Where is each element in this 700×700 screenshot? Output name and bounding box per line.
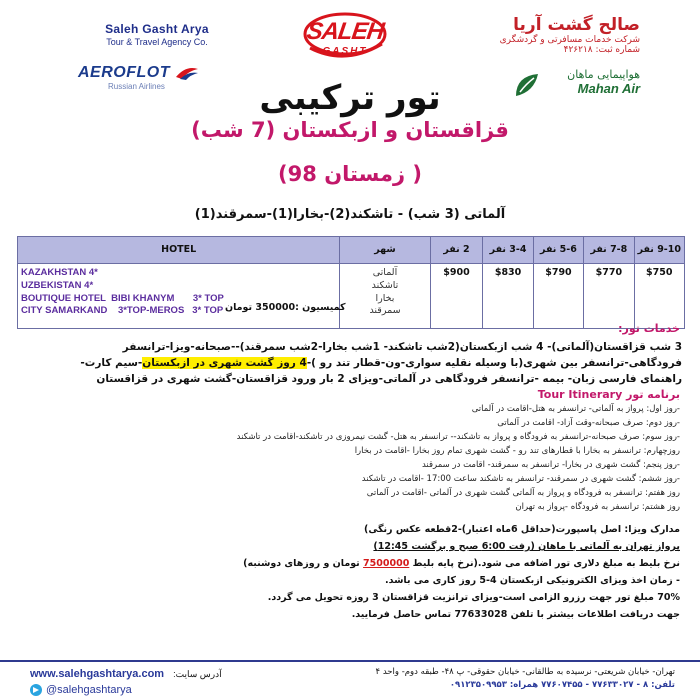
services-line-2: [12, 357, 682, 371]
footer-telegram[interactable]: [30, 684, 132, 696]
hotel-name: CITY SAMARKAND 3*TOP-MEROS 3* TOP: [21, 305, 224, 317]
hotel-list-cell: [18, 264, 340, 329]
saleh-gasht-logo: [300, 8, 390, 70]
mahan-persian-name: هواپیمایی ماهان: [567, 68, 640, 81]
ticket-price-note: [20, 558, 680, 571]
telegram-icon: [30, 684, 42, 696]
ticket-price-note-start: نرخ بلیط به مبلغ دلاری تور اضافه می شود.(نرخ پایه بلیط: [412, 558, 680, 569]
aeroflot-name: AEROFLOT: [78, 64, 170, 81]
services-line-2-start: فرودگاهی-ترانسفر بین شهری(با وسیله نقلیه سواری-ون-قطار تند رو )-: [306, 357, 682, 369]
tour-season-title: ( زمستان 98): [278, 162, 422, 186]
logo-main-text: SALEH: [305, 18, 386, 45]
header-2-pax: 2 نفر: [430, 237, 483, 264]
services-line-1: 3 شب قزاقستان(آلماتی)- 4 شب ازبکستان(2شب تاشکند- 1شب بخارا-2شب سمرقند)--صبحانه-ویزا-ترانسفر: [122, 341, 682, 353]
footer-address-block: [235, 666, 675, 692]
deposit-note: 70% مبلغ تور جهت رزرو الزامی است-ویزای ترانزیت قزاقستان 3 روزه تحویل می گردد.: [267, 592, 680, 603]
ticket-price-note-end: تومان و روزهای دوشنبه): [243, 558, 360, 569]
city-name: سمرقند: [369, 305, 401, 317]
itinerary-day-6: -روز ششم: گشت شهری در سمرقند- ترانسفر به تاشکند ساعت 17:00 -اقامت در تاشکند: [361, 474, 680, 484]
footer-divider: [0, 660, 700, 662]
footer-website[interactable]: [30, 668, 222, 680]
agency-persian-name-block: [480, 15, 640, 55]
header-5-6-pax: 5-6 نفر: [533, 237, 583, 264]
header-city: شهر: [340, 237, 430, 264]
price-table-header-row: [18, 237, 685, 264]
price-2-pax: $900: [430, 264, 483, 329]
itinerary-day-3: -روز سوم: صرف صبحانه-ترانسفر به فرودگاه و پرواز به تاشکند-- ترانسفر به هتل- گشت نیمروزی در تاشکند-اقامت در تاشکند: [236, 432, 680, 442]
footer-phones: تلفن: ۸ - ۷۷۶۳۳۰۲۷ - ۷۷۶۰۷۴۵۵ همراه: ۰۹۱۲۳۵۰۹۹۵۳: [449, 680, 675, 691]
price-7-8-pax: $770: [584, 264, 634, 329]
itinerary-day-2: -روز دوم: صرف صبحانه-وقت آزاد- اقامت در آلماتی: [497, 418, 680, 428]
tour-main-title: تور ترکیبی: [259, 78, 441, 118]
itinerary-day-5: -روز پنجم: گشت شهری در بخارا- ترانسفر به سمرقند- اقامت در سمرقند: [421, 460, 680, 470]
city-list-cell: [340, 264, 430, 329]
agency-english-subtitle: Tour & Travel Agency Co.: [106, 37, 208, 47]
services-line-3: راهنمای فارسی زبان- بیمه -ترانسفر فرودگاهی در آلماتی-ویزای 2 بار ورود قزاقستان-گشت شهری در قزاقستان: [96, 373, 682, 385]
ticket-base-price: 7500000: [363, 558, 410, 569]
tour-destination-title: قزاقستان و ازبکستان (7 شب): [191, 118, 509, 142]
logo-sub-text: GASHT: [322, 46, 368, 57]
mahan-english-name: Mahan Air: [577, 81, 640, 96]
aeroflot-subtitle: Russian Airlines: [108, 82, 165, 91]
price-5-6-pax: $790: [533, 264, 583, 329]
itinerary-day-8: روز هشتم: ترانسفر به فرودگاه -پرواز به تهران: [515, 502, 680, 512]
website-link[interactable]: www.salehgashtarya.com: [30, 668, 165, 680]
visa-time-note: - زمان اخذ ویزای الکترونیکی ازبکستان 4-5 روز کاری می باشد.: [384, 575, 680, 586]
header-3-4-pax: 3-4 نفر: [483, 237, 533, 264]
city-name: بخارا: [375, 292, 395, 304]
commission-text: کمیسیون :350000 تومان: [225, 302, 346, 313]
hotel-name: UZBEKISTAN 4*: [21, 279, 94, 291]
price-3-4-pax: $830: [483, 264, 533, 329]
website-label: آدرس سایت:: [173, 669, 222, 679]
agency-english-name: Saleh Gasht Arya: [105, 22, 209, 36]
flight-info-note: پرواز تهران به آلماتی با ماهان (رفت 6:00 صبح و برگشت 12:45): [373, 541, 680, 552]
services-highlight: 4 روز گشت شهری در ازبکستان: [142, 357, 307, 369]
hotel-name: KAZAKHSTAN 4*: [21, 267, 98, 278]
agency-persian-subtitle: شرکت خدمات مسافرتی و گردشگری: [499, 35, 640, 45]
table-row: [18, 264, 685, 329]
price-9-10-pax: $750: [634, 264, 684, 329]
contact-info-note: جهت دریافت اطلاعات بیشتر با تلفن 77633028 تماس حاصل فرمایید.: [351, 609, 680, 620]
price-table: [17, 236, 685, 329]
footer-address: تهران- خیابان شریعتی- نرسیده به طالقانی- خیابان حقوقی- پ ۴۸- طبقه دوم- واحد ۴: [375, 667, 675, 677]
city-name: تاشکند: [371, 279, 399, 291]
itinerary-day-4: روزچهارم: ترانسفر به بخارا با قطارهای تند رو - گشت شهری تمام روز بخارا -اقامت در بخارا: [354, 446, 680, 456]
header-9-10-pax: 9-10 نفر: [634, 237, 684, 264]
visa-documents-note: مدارک ویزا: اصل پاسپورت(حداقل 6ماه اعتبار)-2قطعه عکس رنگی): [364, 524, 680, 535]
itinerary-day-7: روز هفتم: ترانسفر به فرودگاه و پرواز به آلماتی گشت شهری در آلماتی -اقامت در آلماتی: [366, 488, 680, 498]
itinerary-heading: برنامه تور Tour Itinerary: [537, 388, 680, 401]
services-heading: خدمات تور:: [618, 322, 680, 335]
services-line-2-end: -سیم کارت-: [80, 357, 143, 369]
hotel-name: BOUTIQUE HOTEL BIBI KHANYM 3* TOP: [21, 292, 224, 304]
agency-english-name-block: [72, 22, 242, 47]
header-hotel: HOTEL: [18, 237, 340, 264]
city-name: آلماتی: [372, 267, 398, 278]
agency-registration: شماره ثبت: ۴۲۶۲۱۸: [563, 45, 640, 55]
header-7-8-pax: 7-8 نفر: [584, 237, 634, 264]
agency-persian-name: صالح گشت آریا: [513, 15, 640, 35]
tour-route: آلماتی (3 شب) - تاشکند(2)-بخارا(1)-سمرقند(1): [194, 207, 506, 222]
itinerary-day-1: -روز اول: پرواز به آلماتی- ترانسفر به هتل-اقامت در آلماتی: [471, 404, 680, 414]
telegram-handle[interactable]: @salehgashtarya: [46, 684, 132, 696]
